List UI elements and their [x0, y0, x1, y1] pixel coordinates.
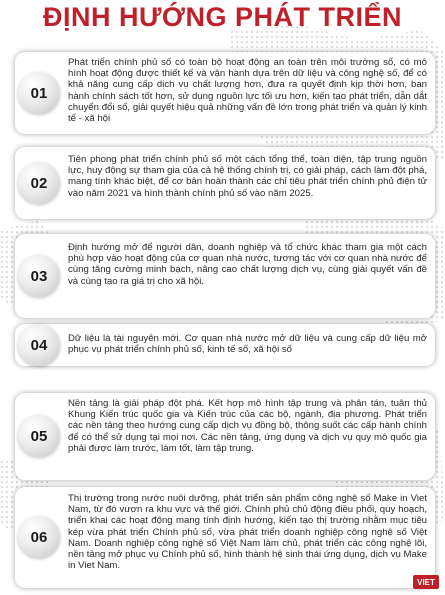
list-item: [15, 393, 435, 480]
list-item: [15, 234, 435, 318]
list-item: [15, 487, 435, 588]
item-number-badge: 03: [18, 255, 60, 297]
item-text: Nền tảng là giải pháp đột phá. Kết hợp mô hình tập trung và phân tán, tuân thủ Khung Kiến trúc quốc gia và Kiến trúc của các bộ, ngành, địa phương. Phát triển các nền tảng theo hướng cung cấp dịch vụ đồng bộ, thông suốt các cấp hành chính để có thể sử dụng tại mọi nơi. Các nền tảng, ứng dụng và dịch vụ quy mô quốc gia phải được làm trước, làm tốt, làm tập trung.: [68, 398, 427, 454]
item-number-badge: 01: [18, 72, 60, 114]
page-title: ĐỊNH HƯỚNG PHÁT TRIỂN: [43, 2, 402, 32]
brand-logo: VIET: [413, 575, 439, 589]
list-item: [15, 324, 435, 366]
item-text: Thị trường trong nước nuôi dưỡng, phát triển sản phẩm công nghệ số Make in Viet Nam, từ đó vươn ra khu vực và thế giới. Chính phủ chủ động điều phối, quy hoạch, triển khai các hoạt động mang tính định hướng, kiến tạo thị trường nhằm mục tiêu kép vừa phát triển Chính phủ số, vừa phát triển doanh nghiệp công nghệ số Việt Nam. Doanh nghiệp công nghệ số Việt Nam làm chủ, phát triển các công nghệ lõi, nền tảng mở phục vụ Chính phủ số, hình thành hệ sinh thái ứng dụng, dịch vụ Make in Viet Nam.: [68, 493, 427, 572]
list-item: [15, 52, 435, 134]
item-number-badge: 04: [18, 324, 60, 366]
list-item: [15, 147, 435, 219]
item-text: Tiên phong phát triển chính phủ số một cách tổng thể, toàn diện, tập trung nguồn lực, huy động sự tham gia của cả hệ thống chính trị, có giải pháp, cách làm đột phá, mang tính khác biệt, để cơ bản hoàn thành các chỉ tiêu phát triển chính phủ điện tử vào năm 2021 và hình thành chính phủ số vào năm 2025.: [68, 154, 427, 199]
item-text: Dữ liệu là tài nguyên mới. Cơ quan nhà nước mở dữ liệu và cung cấp dữ liệu mở phục vụ phát triển chính phủ số, kinh tế số, xã hội số: [68, 333, 427, 356]
item-number-badge: 06: [18, 516, 60, 558]
item-number-badge: 05: [18, 415, 60, 457]
item-number-badge: 02: [18, 162, 60, 204]
item-text: Định hướng mở để người dân, doanh nghiệp và tổ chức khác tham gia một cách phù hợp vào hoạt động của cơ quan nhà nước, tương tác với cơ quan nhà nước để cùng tăng cường minh bạch, nâng cao chất lượng dịch vụ, cùng giải quyết vấn đề và cùng tạo ra giá trị cho xã hội.: [68, 242, 427, 287]
item-text: Phát triển chính phủ số có toàn bộ hoạt động an toàn trên môi trường số, có mô hình hoạt động được thiết kế và vận hành dựa trên dữ liệu và công nghệ số, để có khả năng cung cấp dịch vụ chất lượng hơn, đưa ra quyết định kịp thời hơn, ban hành chính sách tốt hơn, sử dụng nguồn lực tối ưu hơn, kiến tạo phát triển, dẫn dắt chuyển đổi số, giải quyết hiệu quả những vấn đề lớn trong phát triển và quản lý kinh tế - xã hội: [68, 57, 427, 125]
